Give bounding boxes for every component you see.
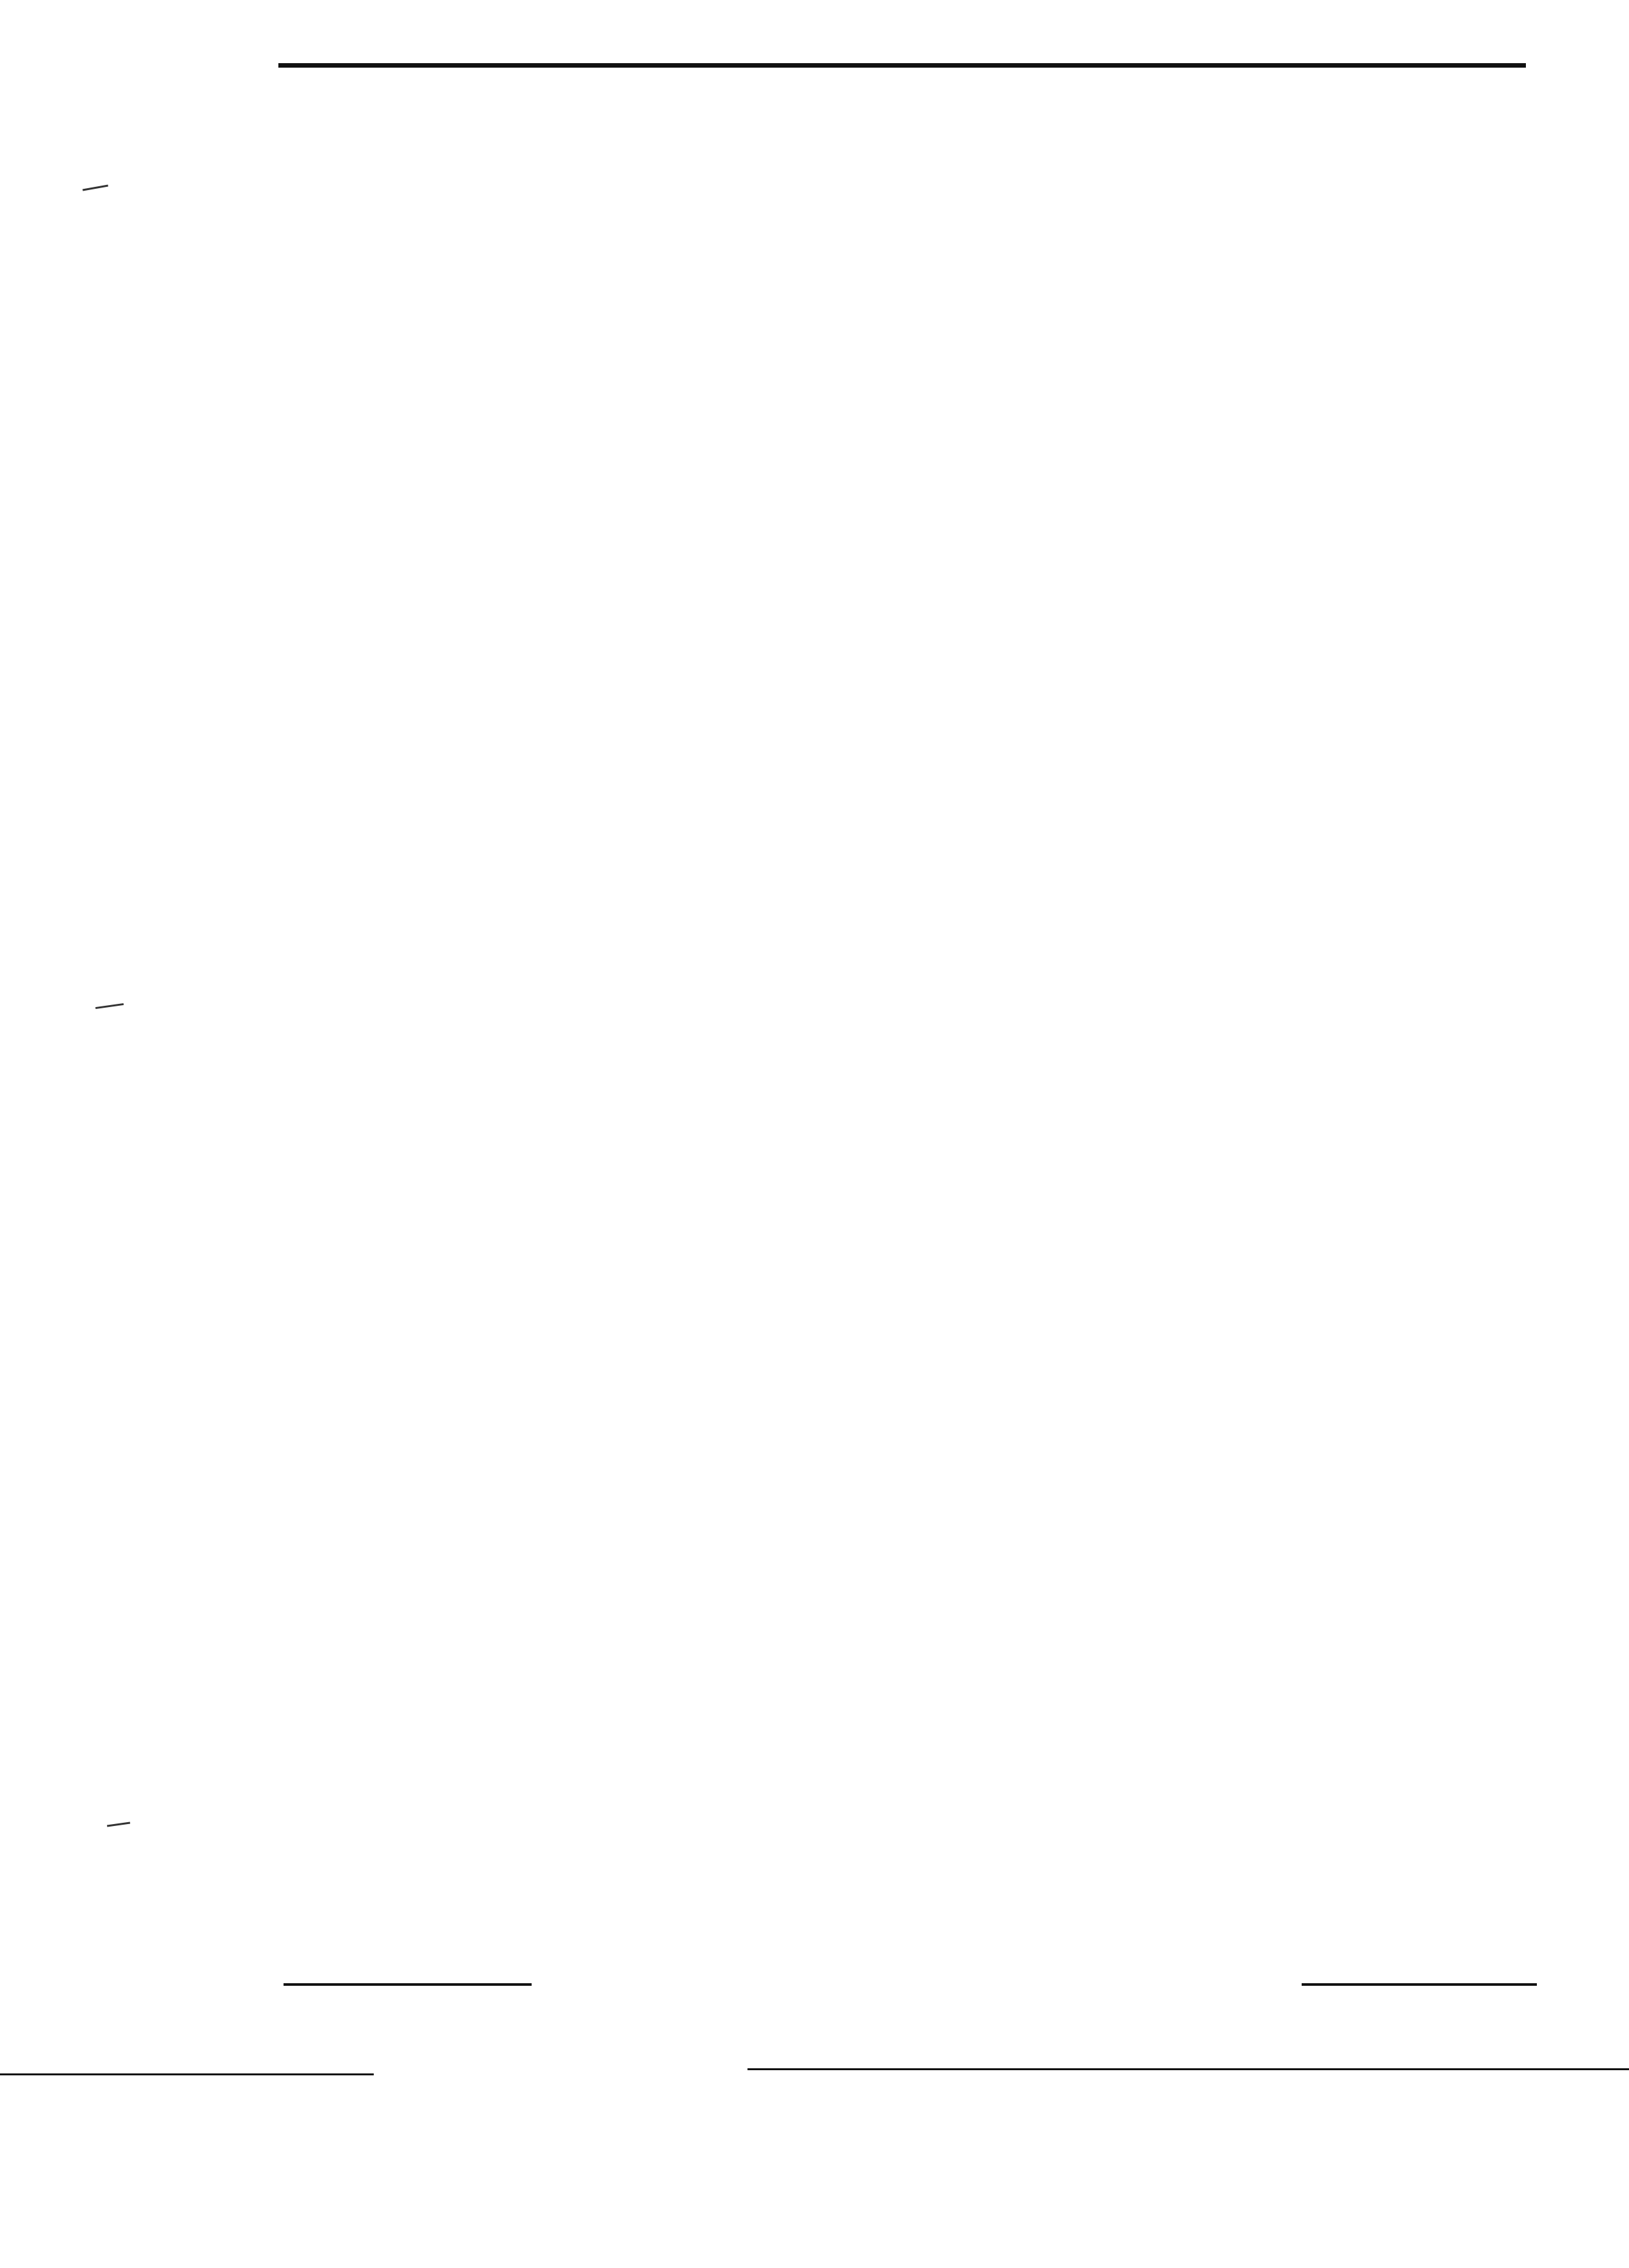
footer-rule-left — [284, 1983, 532, 1986]
punch-mark — [82, 185, 108, 191]
top-rule — [278, 63, 1526, 68]
scan-edge-line-left — [0, 2073, 374, 2075]
punch-mark — [95, 1003, 124, 1009]
punch-mark — [107, 1822, 130, 1827]
footer-rule-right — [1302, 1983, 1537, 1986]
scan-edge-line-right — [747, 2068, 1629, 2070]
